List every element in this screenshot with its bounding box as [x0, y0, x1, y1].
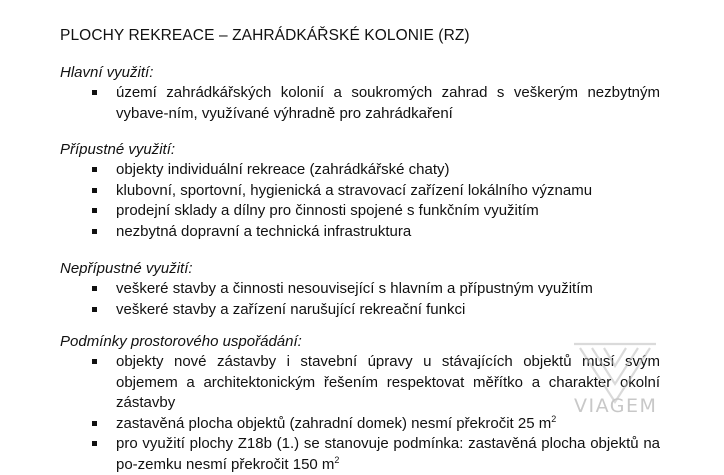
list-item-text: pro využití plochy Z18b (1.) se stanovuje podmínka: zastavěná plocha objektů na po-zemku nesmí překročit 150 m: [116, 435, 660, 473]
bullet-icon: [92, 307, 97, 312]
list-item-text: objekty nové zástavby i stavební úpravy u stávajících objektů musí svým objemem a architektonickým řešením respektovat měřítko a charakter okolní zástavby: [116, 353, 660, 411]
section-prohibited-use: [60, 259, 680, 320]
list-item: [60, 300, 660, 321]
bullet-list: [60, 160, 680, 242]
list-item: [60, 279, 660, 300]
bullet-list: [60, 83, 680, 124]
bullet-icon: [92, 359, 97, 364]
list-item: [60, 83, 660, 124]
section-heading: Podmínky prostorového uspořádání:: [60, 333, 302, 350]
list-item-text: veškeré stavby a činnosti nesouvisející s hlavním a přípustným využitím: [116, 280, 593, 297]
list-item-text: území zahrádkářských kolonií a soukromých zahrad s veškerým nezbytným vybave-ním, využívané výhradně pro zahrádkaření: [116, 84, 660, 122]
bullet-icon: [92, 286, 97, 291]
bullet-icon: [92, 208, 97, 213]
bullet-icon: [92, 441, 97, 446]
list-item-text: klubovní, sportovní, hygienická a stravovací zařízení lokálního významu: [116, 181, 593, 199]
document-title: PLOCHY REKREACE – ZAHRÁDKÁŘSKÉ KOLONIE (RZ): [60, 27, 470, 44]
bullet-icon: [92, 188, 97, 193]
list-item-text: nezbytná dopravní a technická infrastruktura: [116, 222, 412, 240]
superscript: 2: [551, 413, 557, 424]
section-main-use: [60, 63, 680, 124]
superscript: 2: [334, 454, 340, 465]
bullet-icon: [92, 229, 97, 234]
section-heading: Hlavní využití:: [60, 64, 154, 81]
bullet-icon: [92, 421, 97, 426]
list-item: [60, 201, 660, 222]
bullet-list: [60, 279, 680, 320]
list-item: [60, 160, 660, 181]
list-item-text: zastavěná plocha objektů (zahradní domek) nesmí překročit 25 m: [116, 414, 552, 432]
watermark-text: VIAGEM: [574, 395, 658, 417]
list-item: [60, 222, 660, 243]
list-item-text: objekty individuální rekreace (zahrádkářské chaty): [116, 161, 450, 178]
section-heading: Přípustné využití:: [60, 141, 176, 158]
bullet-icon: [92, 167, 97, 172]
list-item: [60, 181, 660, 202]
list-item-text: prodejní sklady a dílny pro činnosti spojené s funkčním využitím: [116, 202, 539, 219]
bullet-icon: [92, 90, 97, 95]
list-item-text: veškeré stavby a zařízení narušující rekreační funkci: [116, 300, 466, 318]
section-permitted-use: [60, 140, 680, 242]
section-heading: Nepřípustné využití:: [60, 260, 193, 277]
